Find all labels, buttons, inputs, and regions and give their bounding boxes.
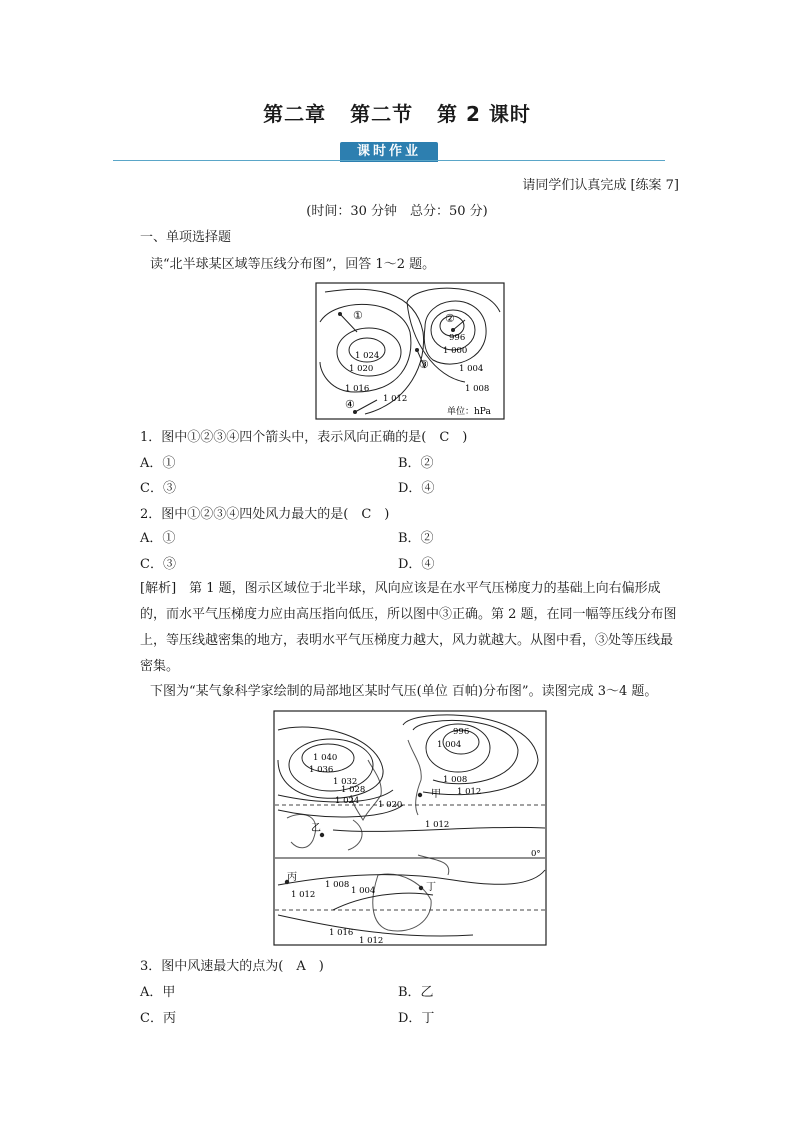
map1-isobar-label: 1 000	[443, 346, 468, 356]
map1-isobar-label: 1 012	[383, 394, 408, 404]
section-heading: 一、单项选择题	[140, 230, 232, 245]
map2-isobar-label: 1 012	[425, 820, 450, 830]
point-ding	[419, 886, 423, 890]
q3-option-b: B．乙	[398, 985, 434, 1000]
map1-unit: 单位：hPa	[447, 407, 491, 417]
map1-isobar-label: 1 016	[345, 384, 370, 394]
map2-isobar-label: 1 008	[325, 880, 350, 890]
map2-isobar-label: 996	[453, 727, 470, 737]
map2-isobar-label: 1 032	[333, 777, 358, 787]
map1-isobar-label: 1 004	[459, 364, 484, 374]
map2-isobar-label: 1 020	[378, 800, 403, 810]
map1-isobar-label: 1 024	[355, 351, 380, 361]
map1-isobar-label: 1 008	[465, 384, 490, 394]
map1-label-1: ①	[353, 309, 363, 322]
analysis-text: [解析] 第 1 题，图示区域位于北半球，风向应该是在水平气压梯度力的基础上向右偏形成的，而水平气压梯度力应由高压指向低压，所以图中③正确。第 2 题，在同一幅等压线分布图上，等压线越密集的地方，表明水平气压梯度力越大，风力就越大。从图中看，③处等压线最密集。	[140, 581, 677, 674]
pressure-map-2	[273, 710, 547, 946]
lesson-title: 第 2 课时	[437, 102, 531, 126]
map2-isobar-label: 1 024	[335, 796, 360, 806]
map2-isobar-label: 1 016	[329, 928, 354, 938]
map2-point-label: 乙	[311, 823, 321, 834]
map2-isobar-label: 1 040	[313, 753, 338, 763]
q1-option-a: A．①	[140, 456, 176, 471]
section-title: 第二节	[350, 102, 414, 126]
q2-option-a: A．①	[140, 531, 176, 546]
q1-option-d: D．④	[398, 481, 435, 496]
chapter-title: 第二章	[263, 102, 327, 126]
q2-option-b: B．②	[398, 531, 434, 546]
q3-option-a: A．甲	[140, 985, 176, 1000]
map2-isobar-label: 1 012	[291, 890, 316, 900]
practice-note: 请同学们认真完成 [练案 7]	[522, 178, 679, 193]
question-intro-2: 下图为“某气象科学家绘制的局部地区某时气压(单位 百帕)分布图”。读图完成 3～4 题。	[150, 684, 658, 699]
q2-option-d: D．④	[398, 557, 435, 572]
map2-isobar-label: 1 012	[359, 936, 384, 946]
map1-label-2: ②	[445, 312, 455, 325]
point-jia	[418, 793, 422, 797]
isobar-map-1	[315, 282, 505, 420]
map2-isobar-label: 1 036	[309, 765, 334, 775]
map1-isobar-label: 1 020	[349, 364, 374, 374]
q1-stem: 1．图中①②③④四个箭头中，表示风向正确的是( C )	[140, 430, 468, 445]
map1-label-4: ④	[345, 398, 355, 411]
q1-option-c: C．③	[140, 481, 176, 496]
q2-option-c: C．③	[140, 557, 176, 572]
q3-stem: 3．图中风速最大的点为( A )	[140, 959, 324, 974]
question-intro-1: 读“北半球某区域等压线分布图”，回答 1～2 题。	[150, 257, 436, 272]
q2-stem: 2．图中①②③④四处风力最大的是( C )	[140, 507, 390, 522]
time-info: (时间：30 分钟 总分：50 分)	[306, 204, 488, 219]
map2-isobar-label: 1 028	[341, 785, 366, 795]
map2-isobar-label: 1 004	[351, 886, 376, 896]
map2-point-label: 丁	[426, 882, 436, 893]
map1-isobar-label: 996	[449, 333, 466, 343]
q1-option-b: B．②	[398, 456, 434, 471]
q3-option-d: D．丁	[398, 1011, 435, 1026]
q3-option-c: C．丙	[140, 1011, 176, 1026]
map2-isobar-label: 1 012	[457, 787, 482, 797]
map2-point-label: 丙	[287, 872, 297, 883]
homework-badge: 课时作业	[340, 142, 438, 162]
map2-isobar-label: 1 008	[443, 775, 468, 785]
page-title	[0, 98, 794, 127]
map1-label-3: ③	[419, 358, 429, 371]
map2-equator-label: 0°	[531, 849, 541, 859]
header-divider	[113, 160, 665, 161]
map2-isobar-label: 1 004	[437, 740, 462, 750]
map2-point-label: 甲	[431, 789, 441, 800]
